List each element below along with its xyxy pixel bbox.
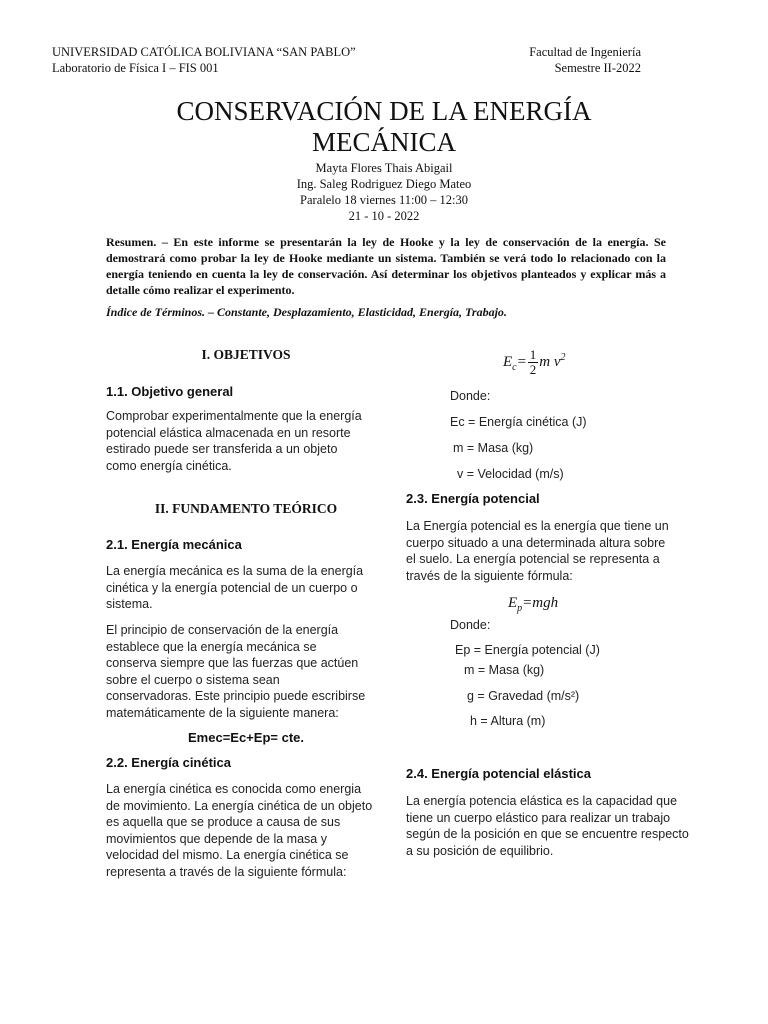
donde-label-1: Donde: — [450, 389, 491, 403]
ep-rest: =mgh — [522, 595, 559, 611]
velocity-definition: v = Velocidad (m/s) — [457, 467, 564, 481]
ec-fraction-num: 1 — [529, 347, 537, 362]
instructor-name: Ing. Saleg Rodriguez Diego Mateo — [296, 177, 472, 191]
section-fundamento-title: II. FUNDAMENTO TEÓRICO — [154, 501, 338, 516]
potential-energy-formula — [508, 595, 558, 614]
ec-mv: m v — [539, 353, 561, 370]
subsection-2-3-title: 2.3. Energía potencial — [406, 491, 540, 506]
height-definition: h = Altura (m) — [470, 714, 546, 728]
donde-label-2: Donde: — [450, 618, 491, 632]
header-semester: Semestre II-2022 — [554, 61, 641, 75]
subsection-2-1-paragraph-2: El principio de conservación de la energía establece que la energía mecánica se conserva siempre que las fuerzas que actúen sobre el cuerpo o sistema sean conservadoras. Este principio puede escribirse matemáticamente de la siguiente manera: — [106, 623, 366, 720]
author-name: Mayta Flores Thais Abigail — [315, 161, 453, 175]
ec-superscript: 2 — [560, 351, 566, 363]
subsection-2-1-paragraph-1: La energía mecánica es la suma de la energía cinética y la energía potencial de un cuerpo o sistema. — [106, 564, 364, 611]
header-lab: Laboratorio de Física I – FIS 001 — [52, 61, 219, 75]
page-title — [0, 96, 768, 158]
title-line-2: MECÁNICA — [311, 127, 456, 157]
ec-fraction — [528, 348, 539, 377]
subsection-1-1-text: Comprobar experimentalmente que la energía potencial elástica almacenada en un resorte estirado puede ser transferida a un objeto como energía cinética. — [106, 409, 362, 473]
subsection-2-4-title: 2.4. Energía potencial elástica — [406, 766, 591, 781]
author-block — [0, 160, 768, 224]
header-faculty: Facultad de Ingeniería — [529, 45, 641, 59]
subsection-2-1-title: 2.1. Energía mecánica — [106, 537, 242, 552]
ep-subscript: p — [517, 603, 523, 614]
index-terms: Índice de Términos. – Constante, Desplazamiento, Elasticidad, Energía, Trabajo. — [106, 305, 507, 319]
mass-definition-1: m = Masa (kg) — [453, 441, 534, 455]
subsection-2-3-text: La Energía potencial es la energía que tiene un cuerpo situado a una determinada altura sobre el suelo. La energía potencial se representa a través de la siguiente fórmula: — [406, 519, 669, 583]
ec-symbol: E — [503, 353, 513, 370]
mass-definition-2: m = Masa (kg) — [464, 663, 545, 677]
report-date: 21 - 10 - 2022 — [348, 209, 420, 223]
class-schedule: Paralelo 18 viernes 11:00 – 12:30 — [300, 193, 468, 207]
header-university: UNIVERSIDAD CATÓLICA BOLIVIANA “SAN PABLO” — [52, 45, 356, 59]
ep-definition: Ep = Energía potencial (J) — [455, 643, 600, 657]
ep-symbol: E — [508, 595, 518, 611]
ec-equals: = — [516, 353, 527, 370]
kinetic-energy-formula — [503, 348, 566, 377]
ec-definition: Ec = Energía cinética (J) — [450, 415, 587, 429]
title-line-1: CONSERVACIÓN DE LA ENERGÍA — [176, 96, 592, 126]
gravity-definition: g = Gravedad (m/s²) — [467, 689, 580, 703]
emec-formula: Emec=Ec+Ep= cte. — [188, 730, 304, 745]
section-objetivos-title: I. OBJETIVOS — [201, 347, 291, 362]
ec-fraction-den: 2 — [529, 362, 537, 377]
subsection-2-4-text: La energía potencia elástica es la capacidad que tiene un cuerpo elástico para realizar un trabajo según de la posición en que se encuentre respecto a su posición de equilibrio. — [406, 794, 689, 858]
ec-subscript: c — [512, 361, 517, 373]
abstract: Resumen. – En este informe se presentarán la ley de Hooke y la ley de conservación de la energía. Se demostrará como probar la ley de Hooke mediante un sistema. También se verá todo lo relacionado con la energía teniendo en cuenta la ley de conservación. Así determinar los objetivos planteados y explicar más a detalle cómo realizar el experimento. — [106, 235, 666, 297]
subsection-2-2-text: La energía cinética es conocida como energia de movimiento. La energía cinética de un objeto es aquella que se produce a causa de sus movimientos que depende de la masa y velocidad del mismo. La energía cinética se representa a través de la siguiente fórmula: — [106, 782, 373, 879]
subsection-1-1-title: 1.1. Objetivo general — [106, 384, 234, 399]
subsection-2-2-title: 2.2. Energía cinética — [106, 755, 232, 770]
